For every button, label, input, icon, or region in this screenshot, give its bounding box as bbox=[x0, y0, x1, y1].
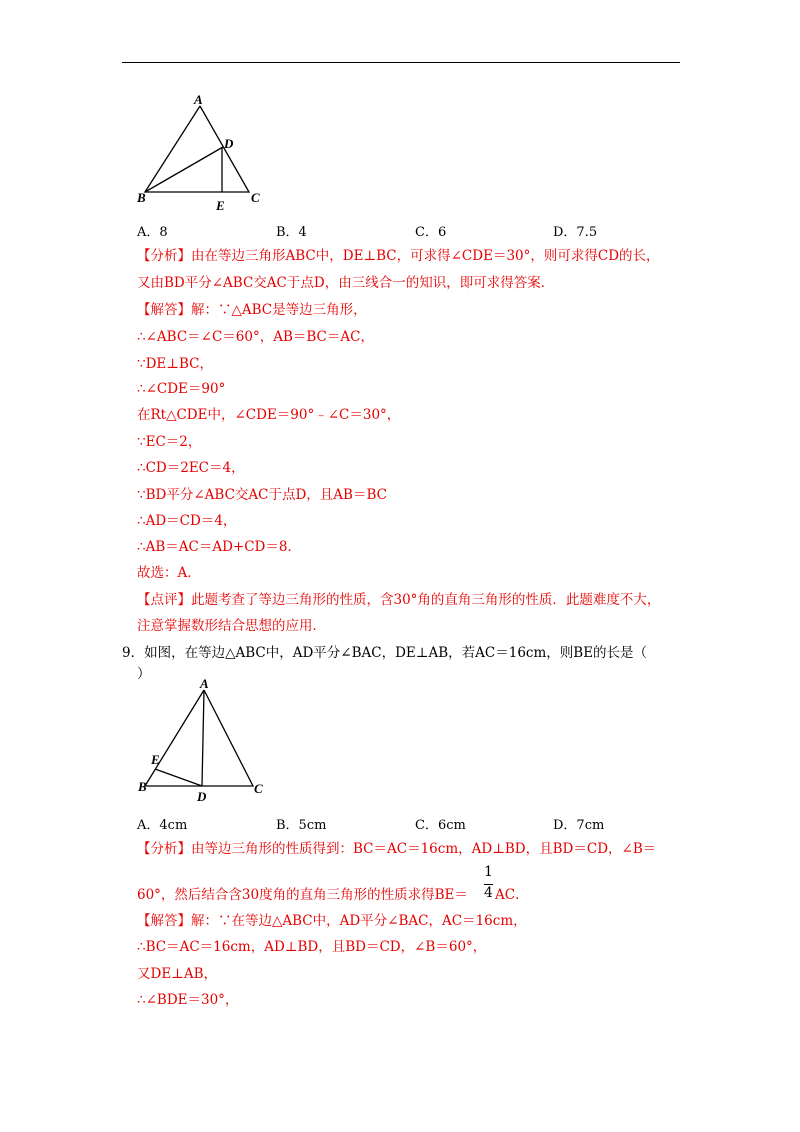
q8-comment-line-1: 【点评】此题考查了等边三角形的性质，含30°角的直角三角形的性质．此题难度不大， bbox=[137, 592, 661, 608]
q8-option-a: A．8 bbox=[137, 225, 168, 240]
q8-option-b: B．4 bbox=[276, 225, 307, 240]
fig2-label-b: B bbox=[138, 779, 147, 794]
q8-solution-line-5: 在Rt△CDE中，∠CDE＝90°﹣∠C＝30°， bbox=[137, 407, 401, 423]
q8-solution-line-7: ∴CD＝2EC＝4， bbox=[137, 460, 245, 476]
q9-solution-line-2: ∴BC＝AC＝16cm，AD⊥BD，且BD＝CD，∠B＝60°， bbox=[137, 939, 487, 955]
q8-solution-line-2: ∴∠ABC＝∠C＝60°，AB＝BC＝AC， bbox=[137, 329, 374, 345]
q9-analysis-line-2a: 60°，然后结合含30度角的直角三角形的性质求得BE＝ bbox=[137, 887, 468, 903]
q8-analysis-line-2: 又由BD平分∠ABC交AC于点D，由三线合一的知识，即可求得答案． bbox=[137, 275, 555, 291]
q9-solution-line-1: 【解答】解：∵在等边△ABC中，AD平分∠BAC，AC＝16cm， bbox=[137, 913, 527, 929]
q8-solution-line-6: ∵EC＝2， bbox=[137, 434, 202, 450]
fraction-denominator: 4 bbox=[484, 885, 493, 901]
q9-solution-line-3: 又DE⊥AB， bbox=[137, 966, 218, 982]
q9-analysis-line-1: 【分析】由等边三角形的性质得到：BC＝AC＝16cm，AD⊥BD，且BD＝CD，∠B＝ bbox=[137, 841, 657, 857]
fig1-label-c: C bbox=[251, 190, 260, 205]
q8-solution-line-3: ∵DE⊥BC， bbox=[137, 356, 213, 372]
fig2-label-e: E bbox=[151, 752, 160, 767]
q8-options bbox=[137, 221, 697, 241]
q8-option-d: D．7.5 bbox=[553, 225, 598, 240]
figure-triangle-abc-2 bbox=[135, 676, 275, 806]
fig2-label-a: A bbox=[200, 676, 209, 691]
figure-triangle-abc-1 bbox=[135, 92, 275, 217]
q9-option-c: C．6cm bbox=[415, 818, 466, 833]
q9-options bbox=[137, 814, 697, 834]
q8-solution-line-1: 【解答】解：∵△ABC是等边三角形， bbox=[137, 302, 367, 318]
fig1-label-b: B bbox=[137, 190, 146, 205]
q9-solution-tag: 【解答】 bbox=[137, 913, 191, 929]
q8-comment-line-2: 注意掌握数形结合思想的应用． bbox=[137, 618, 326, 634]
fig1-label-e: E bbox=[216, 198, 225, 213]
q8-solution-tag: 【解答】 bbox=[137, 302, 191, 318]
q8-solution-line-10: ∴AB＝AC＝AD+CD＝8． bbox=[137, 539, 301, 555]
q8-solution-line-4: ∴∠CDE＝90° bbox=[137, 381, 226, 397]
fig1-label-a: A bbox=[194, 92, 203, 107]
fig2-label-d: D bbox=[197, 789, 207, 804]
q9-option-d: D．7cm bbox=[553, 818, 605, 833]
q8-solution-line-11: 故选：A． bbox=[137, 565, 201, 581]
q8-option-c: C．6 bbox=[415, 225, 447, 240]
q9-option-b: B．5cm bbox=[276, 818, 327, 833]
q9-analysis-line-2b: AC． bbox=[495, 887, 529, 903]
fig2-label-c: C bbox=[254, 781, 263, 796]
q8-analysis-tag: 【分析】 bbox=[137, 248, 191, 264]
header-rule bbox=[122, 62, 680, 63]
q9-stem-line-2: ） bbox=[137, 666, 151, 682]
q9-analysis-tag: 【分析】 bbox=[137, 841, 191, 857]
q8-solution-line-9: ∴AD＝CD＝4， bbox=[137, 513, 237, 529]
fig1-label-d: D bbox=[224, 136, 234, 151]
q9-solution-line-4: ∴∠BDE＝30°， bbox=[137, 992, 239, 1008]
q9-stem-line-1: 9．如图，在等边△ABC中，AD平分∠BAC，DE⊥AB，若AC＝16cm，则BE的长是（ bbox=[122, 645, 648, 661]
q9-option-a: A．4cm bbox=[137, 818, 188, 833]
q8-comment-tag: 【点评】 bbox=[137, 592, 191, 608]
q8-analysis-line-1: 【分析】由在等边三角形ABC中，DE⊥BC，可求得∠CDE＝30°，则可求得CD的长， bbox=[137, 248, 660, 264]
fraction-numerator: 1 bbox=[484, 864, 493, 880]
q8-solution-line-8: ∵BD平分∠ABC交AC于点D，且AB＝BC bbox=[137, 487, 387, 503]
